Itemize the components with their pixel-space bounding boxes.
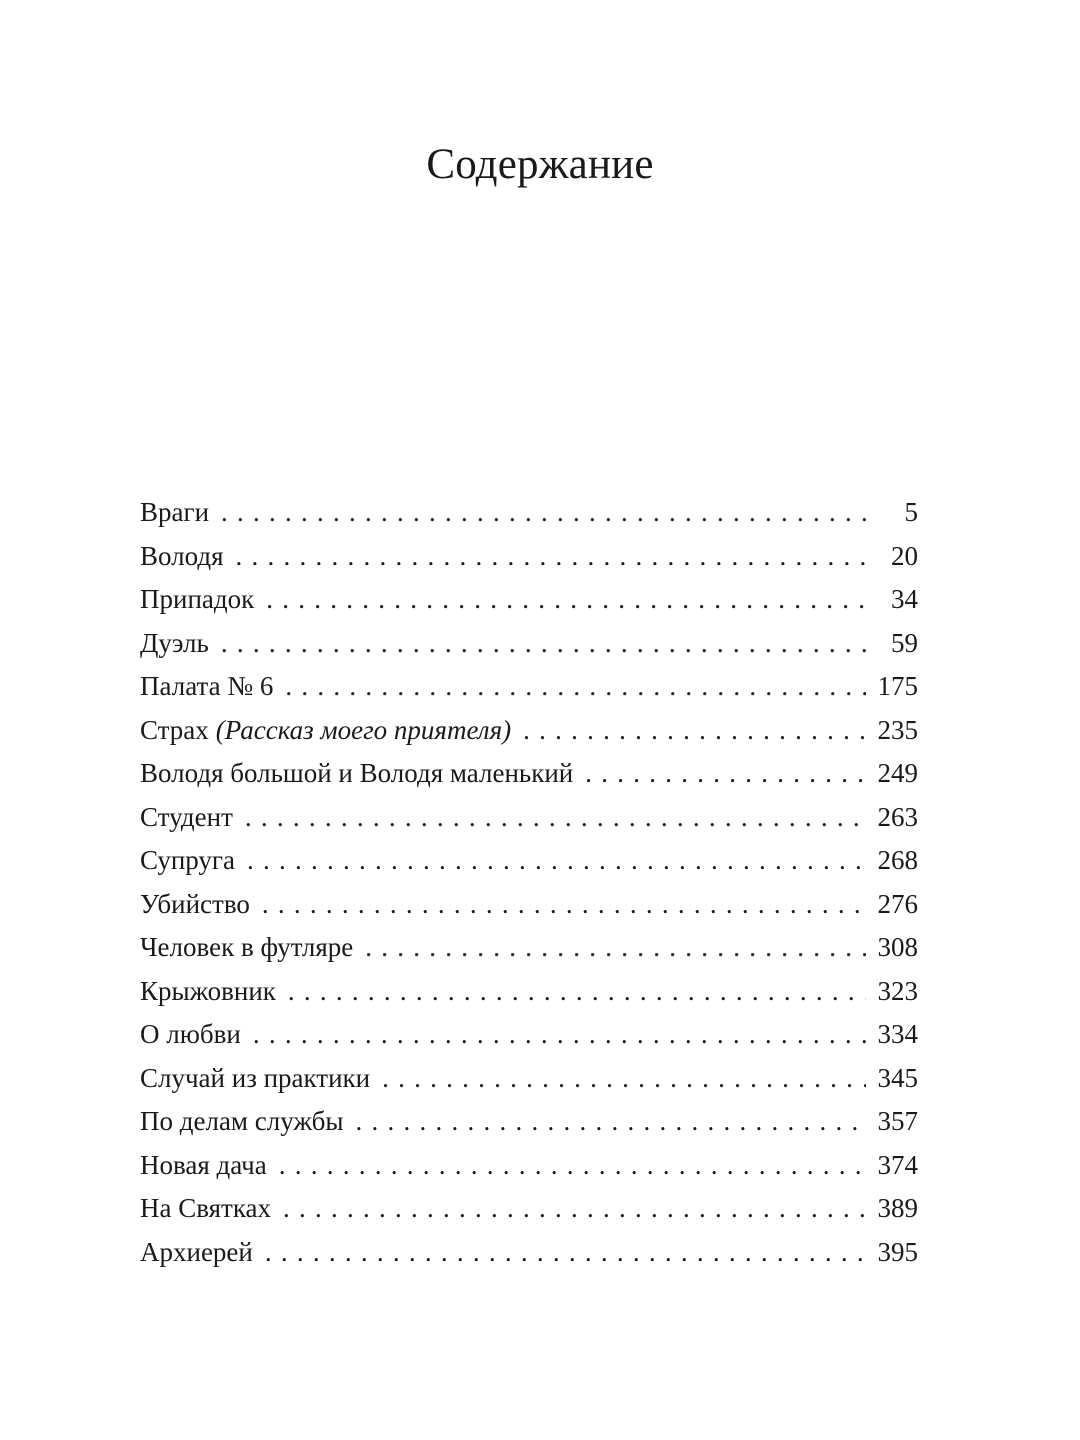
table-of-contents <box>140 491 918 1274</box>
toc-entry[interactable] <box>140 578 918 622</box>
dot-leader <box>585 752 865 796</box>
toc-entry-title: Случай из практики <box>140 1062 371 1093</box>
page-title: Содержание <box>426 141 654 188</box>
toc-entry[interactable] <box>140 839 918 883</box>
toc-entry-title: Человек в футляре <box>140 932 354 962</box>
toc-entry[interactable] <box>140 1144 918 1188</box>
dot-leader <box>262 883 866 927</box>
toc-entry-title: О любви <box>140 1019 241 1049</box>
dot-leader <box>265 1231 866 1275</box>
toc-page-number: 59 <box>891 627 918 658</box>
dot-leader <box>283 1187 865 1231</box>
dot-leader <box>288 970 866 1014</box>
toc-page-number: 374 <box>877 1149 918 1180</box>
toc-entry-title: Архиерей <box>140 1236 253 1267</box>
toc-entry[interactable] <box>140 1187 918 1231</box>
toc-entry-title: Враги <box>140 497 210 527</box>
toc-entry[interactable] <box>140 535 918 579</box>
toc-entry[interactable] <box>140 796 918 840</box>
toc-entry[interactable] <box>140 1013 918 1057</box>
toc-entry[interactable] <box>140 752 918 796</box>
toc-entry[interactable] <box>140 1057 918 1101</box>
toc-page-number: 323 <box>877 975 918 1006</box>
toc-page-number: 276 <box>877 888 918 919</box>
toc-entry[interactable] <box>140 1100 918 1144</box>
toc-entry[interactable] <box>140 883 918 927</box>
dot-leader <box>365 926 865 970</box>
toc-entry-title: Убийство <box>140 888 250 919</box>
dot-leader <box>245 796 866 840</box>
toc-page-number: 268 <box>877 845 918 875</box>
dot-leader <box>236 535 876 579</box>
toc-page-number: 249 <box>877 758 918 788</box>
toc-entry-title-text: Страх <box>140 714 209 745</box>
toc-entry-title <box>140 709 511 753</box>
toc-entry-title: Дуэль <box>140 627 209 658</box>
toc-page-number: 175 <box>877 671 918 701</box>
toc-page-number: 389 <box>877 1193 918 1223</box>
toc-entry[interactable] <box>140 491 918 535</box>
toc-page-number: 345 <box>877 1062 918 1093</box>
toc-entry-title: Новая дача <box>140 1149 267 1180</box>
toc-page-number: 20 <box>891 540 918 571</box>
toc-entry-title: Володя большой и Володя маленький <box>140 758 574 788</box>
toc-entry-subtitle: (Рассказ моего приятеля) <box>215 714 512 745</box>
toc-page-number: 235 <box>877 714 918 745</box>
toc-page-number: 395 <box>877 1236 918 1267</box>
dot-leader <box>247 839 866 883</box>
dot-leader <box>279 1144 866 1188</box>
dot-leader <box>523 709 865 753</box>
toc-entry[interactable] <box>140 665 918 709</box>
toc-entry-title: По делам службы <box>140 1106 344 1136</box>
toc-entry[interactable] <box>140 709 918 753</box>
toc-page-number: 357 <box>877 1106 918 1136</box>
dot-leader <box>266 578 876 622</box>
toc-entry-title: Палата № 6 <box>140 671 274 701</box>
toc-entry[interactable] <box>140 622 918 666</box>
toc-entry-title: На Святках <box>140 1193 272 1223</box>
toc-entry-title: Припадок <box>140 584 255 614</box>
toc-page-number: 5 <box>904 497 918 527</box>
toc-page-number: 308 <box>877 932 918 962</box>
toc-entry[interactable] <box>140 926 918 970</box>
toc-entry-title: Супруга <box>140 845 235 875</box>
toc-entry[interactable] <box>140 1231 918 1275</box>
dot-leader <box>285 665 865 709</box>
toc-entry-title: Володя <box>140 540 224 571</box>
toc-entry-title: Крыжовник <box>140 975 276 1006</box>
dot-leader <box>221 491 876 535</box>
toc-entry[interactable] <box>140 970 918 1014</box>
toc-entry-title: Студент <box>140 801 233 832</box>
dot-leader <box>356 1100 866 1144</box>
toc-page-number: 34 <box>891 584 918 614</box>
dot-leader <box>382 1057 865 1101</box>
dot-leader <box>253 1013 866 1057</box>
dot-leader <box>221 622 876 666</box>
toc-page-number: 263 <box>877 801 918 832</box>
toc-page-number: 334 <box>877 1019 918 1049</box>
